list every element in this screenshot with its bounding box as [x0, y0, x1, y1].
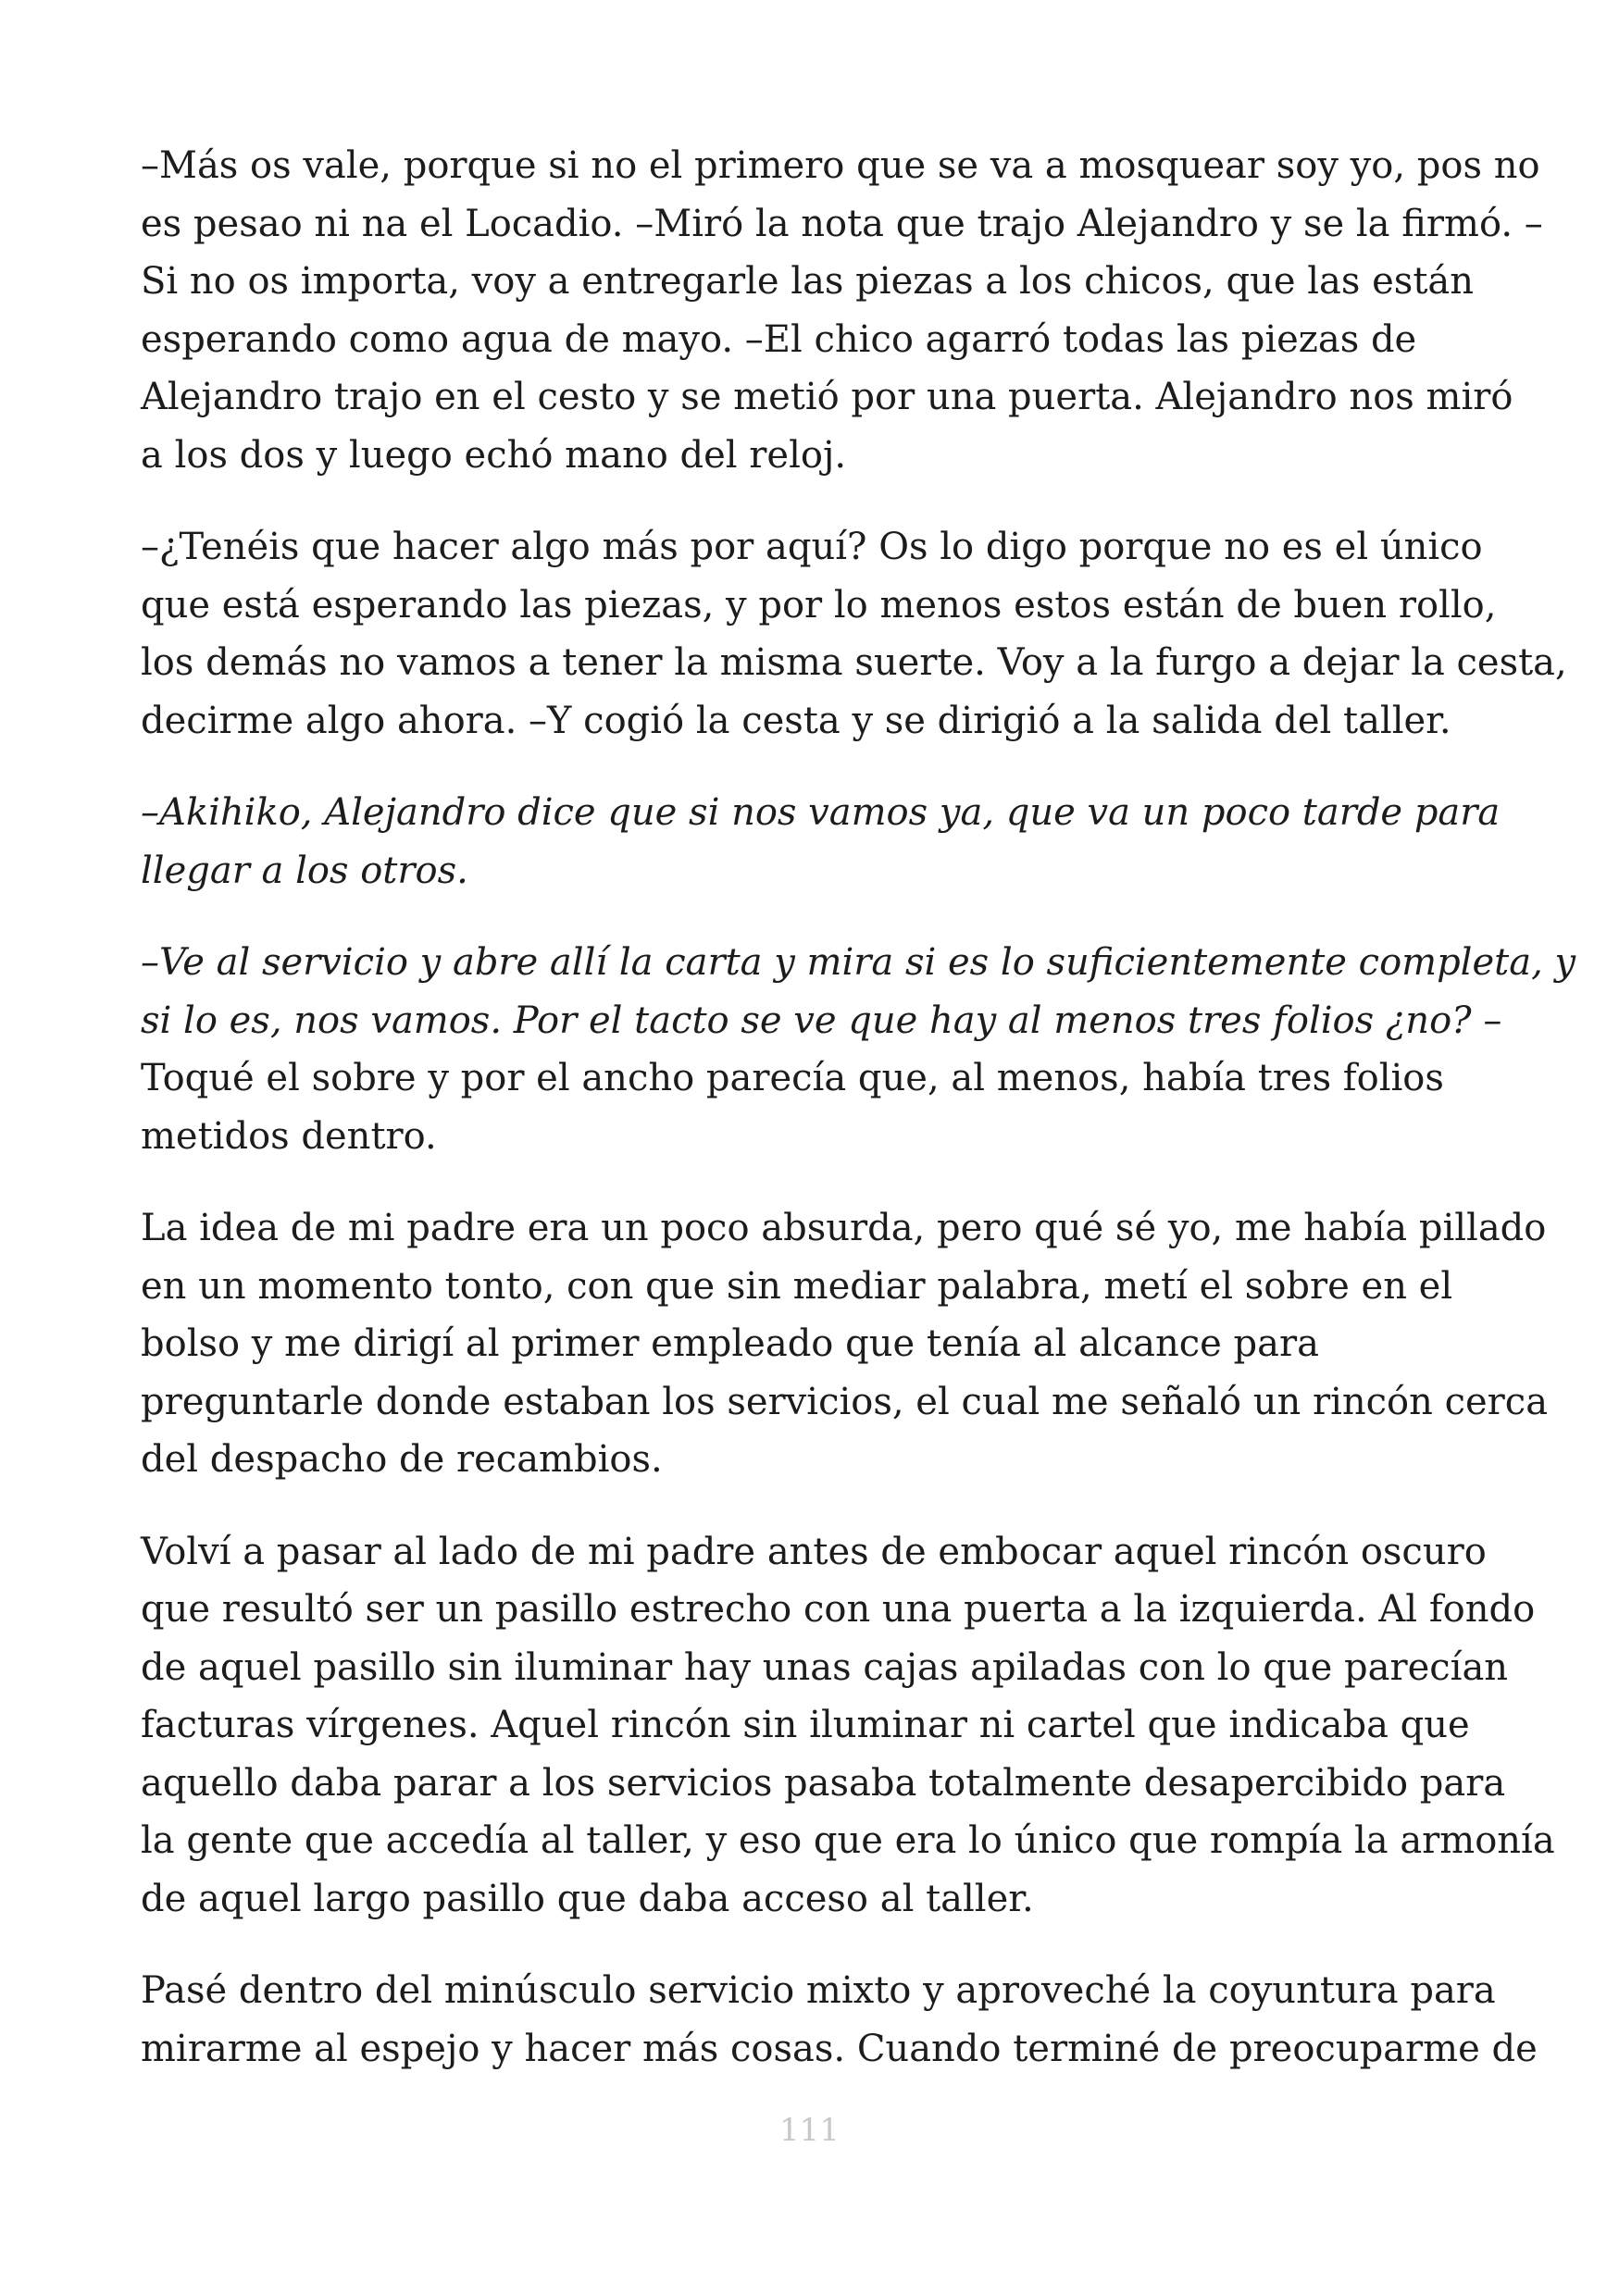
text-line: Volví a pasar al lado de mi padre antes de embocar aquel rincón oscuro — [141, 1530, 1487, 1573]
text-line: decirme algo ahora. –Y cogió la cesta y se dirigió a la salida del taller. — [141, 699, 1451, 742]
text-line: metidos dentro. — [141, 1114, 437, 1158]
text-line: de aquel largo pasillo que daba acceso al taller. — [141, 1877, 1034, 1920]
text-line: mirarme al espejo y hacer más cosas. Cuando terminé de preocuparme de — [141, 2027, 1538, 2070]
text-line: de aquel pasillo sin iluminar hay unas cajas apiladas con lo que parecían — [141, 1645, 1509, 1689]
text-line: que está esperando las piezas, y por lo menos estos están de buen rollo, — [141, 583, 1497, 627]
paragraph-3-italic — [141, 784, 1501, 900]
text-line: llegar a los otros. — [141, 849, 468, 892]
text-line: bolso y me dirigí al primer empleado que tenía al alcance para — [141, 1322, 1319, 1365]
text-line: la gente que accedía al taller, y eso que era lo único que rompía la armonía — [141, 1819, 1555, 1862]
book-page-body — [141, 137, 1576, 2112]
text-line: –Más os vale, porque si no el primero que se va a mosquear soy yo, pos no — [141, 144, 1540, 187]
text-line: preguntarle donde estaban los servicios, el cual me señaló un rincón cerca — [141, 1380, 1549, 1423]
paragraph-7 — [141, 1962, 1538, 2078]
text-line: Si no os importa, voy a entregarle las piezas a los chicos, que las están — [141, 260, 1474, 303]
text-line: –Akihiko, Alejandro dice que si nos vamos ya, que va un poco tarde para — [141, 791, 1501, 834]
text-line: Pasé dentro del minúsculo servicio mixto y aproveché la coyuntura para — [141, 1969, 1496, 2012]
text-line: Toqué el sobre y por el ancho parecía que, al menos, había tres folios — [141, 1057, 1444, 1099]
paragraph-2 — [141, 518, 1567, 750]
text-line: los demás no vamos a tener la misma suerte. Voy a la furgo a dejar la cesta, — [141, 641, 1567, 684]
text-line: Alejandro trajo en el cesto y se metió por una puerta. Alejandro nos miró — [141, 376, 1513, 418]
text-line: del despacho de recambios. — [141, 1438, 663, 1481]
text-line-italic: si lo es, nos vamos. Por el tacto se ve que hay al menos tres folios ¿no? – — [141, 999, 1502, 1042]
text-line: en un momento tonto, con que sin mediar palabra, metí el sobre en el — [141, 1264, 1453, 1308]
text-line: facturas vírgenes. Aquel rincón sin iluminar ni cartel que indicaba que — [141, 1704, 1470, 1746]
text-line: es pesao ni na el Locadio. –Miró la nota que trajo Alejandro y se la firmó. – — [141, 202, 1543, 245]
text-line: a los dos y luego echó mano del reloj. — [141, 433, 847, 477]
paragraph-5 — [141, 1199, 1549, 1489]
text-line-italic: –Ve al servicio y abre allí la carta y mira si es lo suficientemente completa, y — [141, 941, 1576, 984]
text-line: esperando como agua de mayo. –El chico agarró todas las piezas de — [141, 317, 1417, 361]
paragraph-6 — [141, 1523, 1555, 1929]
text-line: aquello daba parar a los servicios pasaba totalmente desapercibido para — [141, 1761, 1506, 1805]
text-line: que resultó ser un pasillo estrecho con una puerta a la izquierda. Al fondo — [141, 1588, 1536, 1631]
paragraph-4-mixed — [141, 934, 1576, 1165]
text-line: La idea de mi padre era un poco absurda, pero qué sé yo, me había pillado — [141, 1207, 1547, 1249]
page-number: 111 — [779, 2112, 840, 2149]
paragraph-1 — [141, 137, 1543, 484]
text-line: –¿Tenéis que hacer algo más por aquí? Os lo digo porque no es el único — [141, 526, 1483, 568]
